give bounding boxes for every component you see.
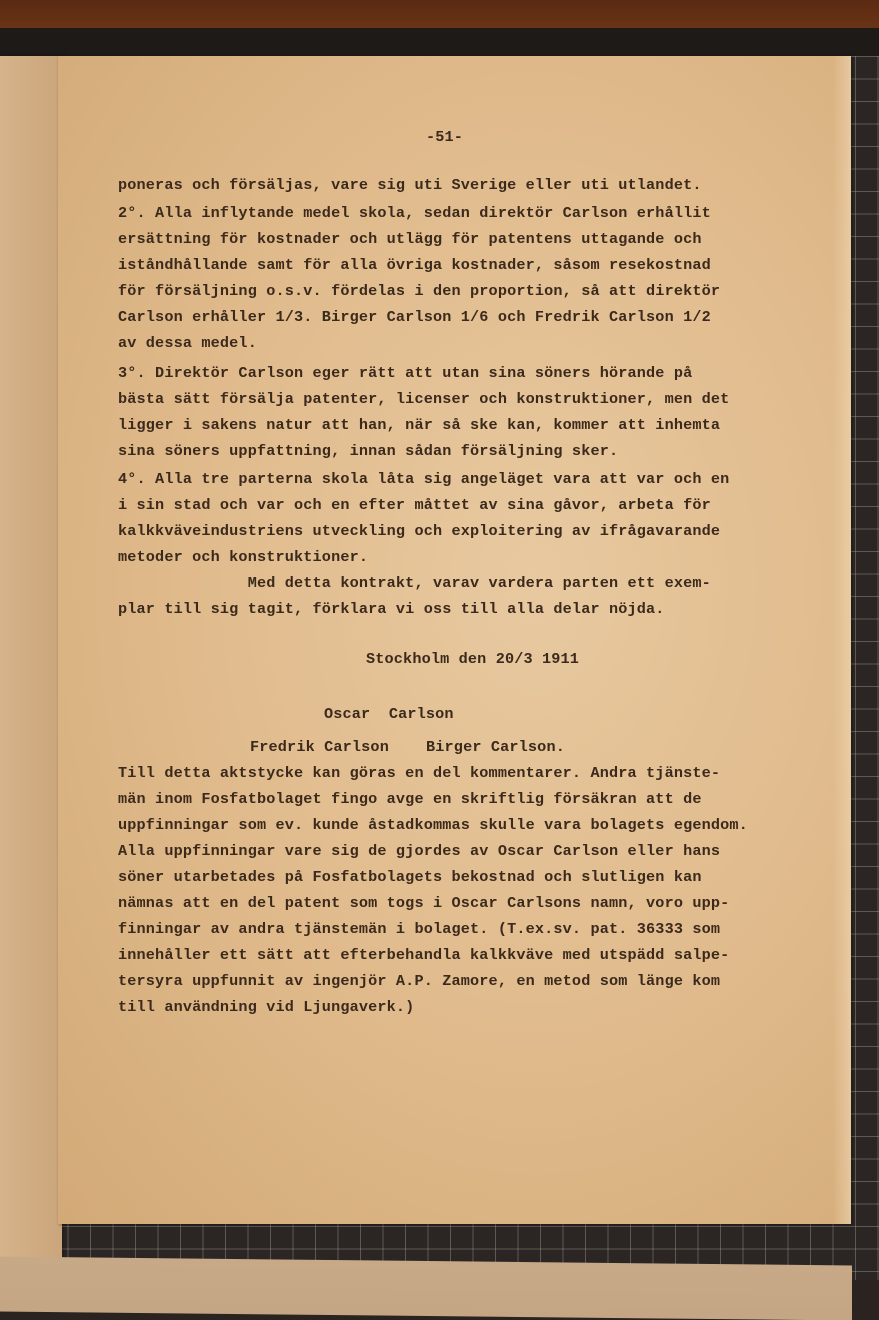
body-line: 2°. Alla inflytande medel skola, sedan direktör Carlson erhållit [118, 204, 711, 222]
body-line: av dessa medel. [118, 334, 257, 352]
page-number: -51- [426, 128, 464, 146]
underlying-sheet-left [0, 56, 62, 1296]
body-line: metoder och konstruktioner. [118, 548, 369, 566]
commentary-line: innehåller ett sätt att efterbehandla kalkkväve med utspädd salpe- [118, 946, 730, 964]
shadow-band [0, 28, 879, 56]
body-line: kalkkväveindustriens utveckling och exploitering av ifrågavarande [118, 522, 721, 540]
body-line: iståndhållande samt för alla övriga kostnader, såsom resekostnad [118, 256, 711, 274]
body-line: 4°. Alla tre parterna skola låta sig angeläget vara att var och en [118, 470, 730, 488]
commentary-line: söner utarbetades på Fosfatbolagets bekostnad och slutligen kan [118, 868, 702, 886]
typewritten-page [58, 56, 851, 1224]
body-line: sina söners uppfattning, innan sådan försäljning sker. [118, 442, 619, 460]
body-line: för försäljning o.s.v. fördelas i den proportion, så att direktör [118, 282, 721, 300]
commentary-line: Alla uppfinningar vare sig de gjordes av Oscar Carlson eller hans [118, 842, 721, 860]
commentary-line: nämnas att en del patent som togs i Oscar Carlsons namn, voro upp- [118, 894, 730, 912]
body-line: Med detta kontrakt, varav vardera parten ett exem- [118, 574, 711, 592]
body-line: Carlson erhåller 1/3. Birger Carlson 1/6 och Fredrik Carlson 1/2 [118, 308, 711, 326]
commentary-line: till användning vid Ljungaverk.) [118, 998, 415, 1016]
commentary-line: finningar av andra tjänstemän i bolaget. (T.ex.sv. pat. 36333 som [118, 920, 721, 938]
wood-surface [0, 0, 879, 30]
signature-fredrik-birger: Fredrik Carlson Birger Carlson. [250, 738, 565, 756]
date-line: Stockholm den 20/3 1911 [366, 650, 580, 668]
body-line: ersättning för kostnader och utlägg för patentens uttagande och [118, 230, 702, 248]
commentary-line: Till detta aktstycke kan göras en del kommentarer. Andra tjänste- [118, 764, 721, 782]
body-line: bästa sätt försälja patenter, licenser och konstruktioner, men det [118, 390, 730, 408]
commentary-line: uppfinningar som ev. kunde åstadkommas skulle vara bolagets egendom. [118, 816, 748, 834]
signature-oscar: Oscar Carlson [324, 705, 454, 723]
commentary-line: män inom Fosfatbolaget fingo avge en skriftlig försäkran att de [118, 790, 702, 808]
body-line: i sin stad och var och en efter måttet av sina gåvor, arbeta för [118, 496, 711, 514]
body-line: ligger i sakens natur att han, när så ske kan, kommer att inhemta [118, 416, 721, 434]
page-edge [833, 56, 851, 1224]
underlying-sheet-bottom [0, 1257, 852, 1320]
body-line: plar till sig tagit, förklara vi oss till alla delar nöjda. [118, 600, 665, 618]
commentary-line: tersyra uppfunnit av ingenjör A.P. Zamore, en metod som länge kom [118, 972, 721, 990]
body-line: poneras och försäljas, vare sig uti Sverige eller uti utlandet. [118, 176, 702, 194]
body-line: 3°. Direktör Carlson eger rätt att utan sina söners hörande på [118, 364, 693, 382]
